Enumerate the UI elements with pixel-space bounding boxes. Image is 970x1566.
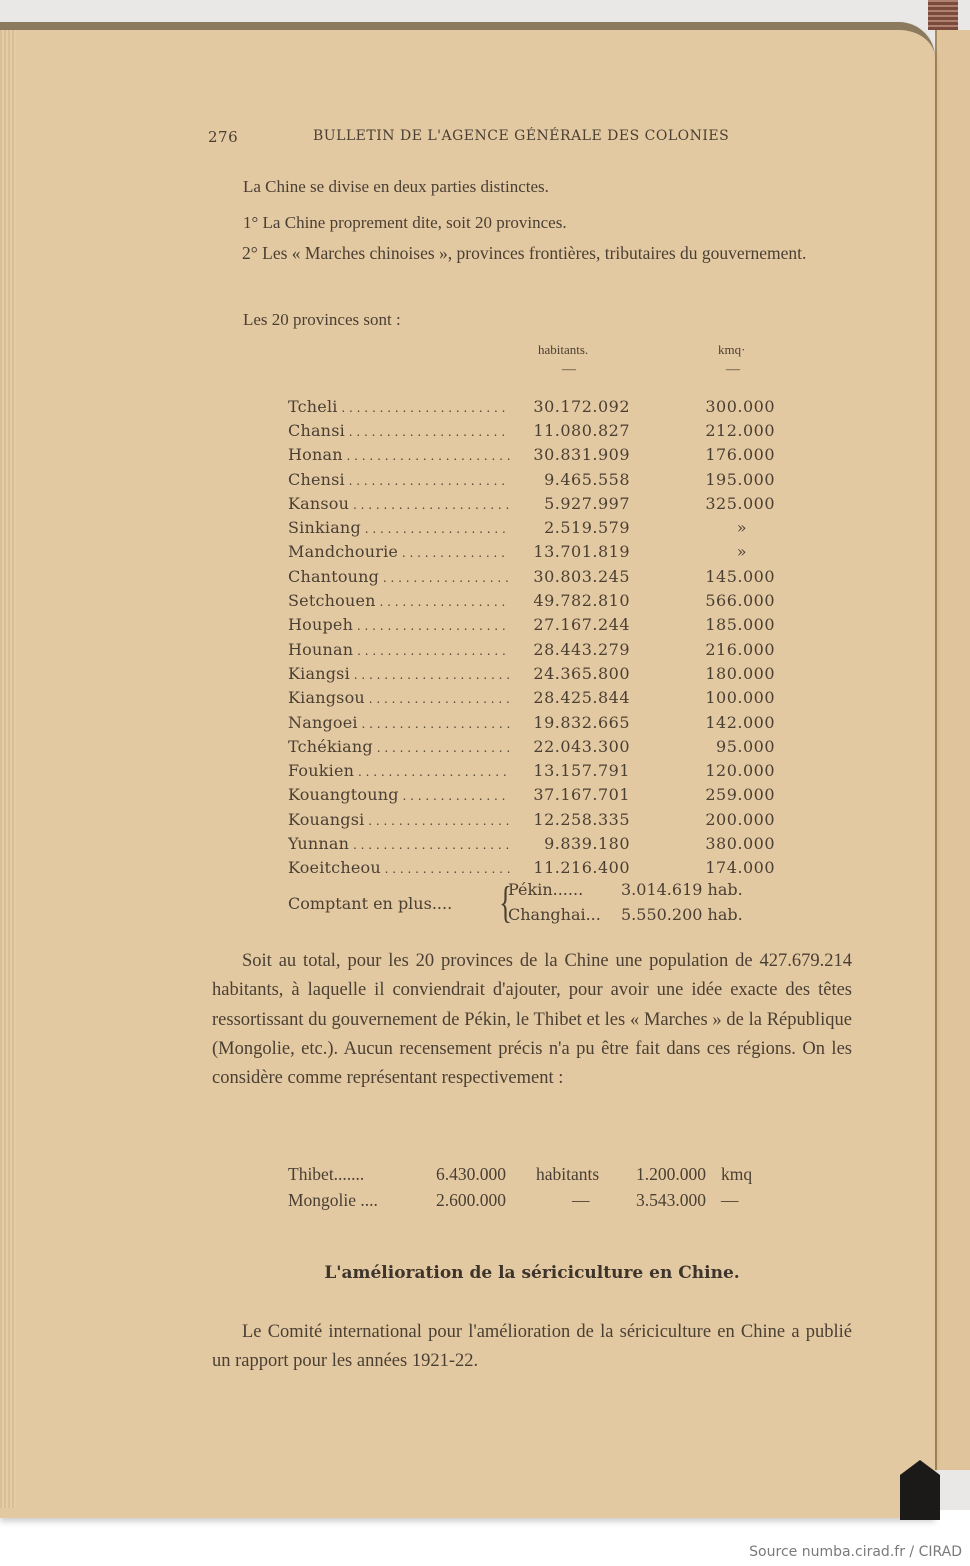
province-habitants: 2.519.579 <box>544 518 630 538</box>
province-name: Kouangtoung . . . <box>288 785 510 804</box>
province-habitants: 11.216.400 <box>533 858 630 878</box>
province-name: Tchékiang . . . <box>288 737 510 756</box>
province-habitants: 5.927.997 <box>544 493 630 513</box>
column-header-kmq: kmq· <box>718 342 746 357</box>
province-name: Koeitcheou . . . <box>288 858 510 877</box>
table-row <box>288 637 788 661</box>
total-paragraph: Soit au total, pour les 20 provinces de la Chine une population de 427.679.214 habitants, à laquelle il conviendrait d'ajouter, pour avoir une idée exacte des têtes ressortissant du gouvernement de Pékin, le Thibet et les « Marches » de la République (Mongolie, etc.). Aucun recensement précis n'a pu être fait dans ces régions. On les considère comme représentant respectivement : <box>212 951 852 1089</box>
province-name: Kiangsi . . . <box>288 664 510 683</box>
province-name: Chensi . . . <box>288 470 510 489</box>
province-name: Hounan . . . <box>288 640 510 659</box>
regions-table <box>288 1161 788 1213</box>
column-dash-habitants: — <box>562 362 576 377</box>
region-habitants: 2.600.000 <box>436 1189 506 1210</box>
province-name: Kouangsi . . . <box>288 810 510 829</box>
intro-line-3: 2° Les « Marches chinoises », provinces frontières, tributaires du gouvernement. <box>242 243 807 263</box>
province-name: Setchouen . . . <box>288 591 510 610</box>
table-row <box>288 831 788 855</box>
province-kmq: » <box>736 518 747 538</box>
province-name: Kiangsou . . . <box>288 688 510 707</box>
province-name: Honan . . . <box>288 445 510 464</box>
table-row <box>288 540 788 564</box>
brace-symbol: { <box>499 878 512 927</box>
source-credit: Source numba.cirad.fr / CIRAD <box>749 1544 962 1560</box>
region-unit-kmq: kmq <box>721 1163 753 1184</box>
province-habitants: 9.839.180 <box>544 833 630 853</box>
province-habitants: 13.157.791 <box>533 761 630 781</box>
province-name: Sinkiang . . . <box>288 518 510 537</box>
city-population: 5.550.200 hab. <box>621 905 743 924</box>
table-row <box>288 613 788 637</box>
province-habitants: 11.080.827 <box>533 420 630 440</box>
city-row-changhai <box>508 905 743 924</box>
province-kmq: 216.000 <box>705 639 775 659</box>
region-kmq: 3.543.000 <box>636 1189 706 1210</box>
region-kmq: 1.200.000 <box>636 1163 706 1184</box>
intro-line-4: Les 20 provinces sont : <box>243 310 401 329</box>
region-unit-habitants: habitants <box>536 1163 600 1184</box>
additional-cities <box>288 880 788 930</box>
province-kmq: 176.000 <box>705 445 775 465</box>
table-row <box>288 515 788 539</box>
table-row <box>288 443 788 467</box>
province-name: Nangoei . . . <box>288 713 510 732</box>
province-name: Houpeh . . . <box>288 615 510 634</box>
table-row <box>288 467 788 491</box>
province-habitants: 30.803.245 <box>533 566 630 586</box>
running-title: BULLETIN DE L'AGENCE GÉNÉRALE DES COLONIES <box>313 128 730 144</box>
province-name: Chantoung . . . <box>288 567 510 586</box>
region-unit-kmq: — <box>721 1189 739 1210</box>
province-habitants: 37.167.701 <box>533 785 630 805</box>
region-name: Mongolie .... <box>288 1189 378 1210</box>
intro-line-1: La Chine se divise en deux parties distinctes. <box>243 177 549 196</box>
province-habitants: 19.832.665 <box>533 712 630 732</box>
column-dash-kmq: — <box>726 362 740 377</box>
province-kmq: 300.000 <box>705 396 775 416</box>
province-kmq: 259.000 <box>705 785 775 805</box>
section-heading: L'amélioration de la sériciculture en Chine. <box>324 1263 740 1283</box>
province-kmq: 566.000 <box>705 591 775 611</box>
province-name: Tcheli . . . <box>288 397 510 416</box>
city-name: Changhai... <box>508 905 601 924</box>
province-kmq: 120.000 <box>705 761 775 781</box>
region-habitants: 6.430.000 <box>436 1163 506 1184</box>
region-name: Thibet....... <box>288 1163 365 1184</box>
running-header <box>208 128 748 146</box>
table-row <box>288 661 788 685</box>
province-kmq: 145.000 <box>705 566 775 586</box>
table-row <box>288 1161 788 1187</box>
province-kmq: 180.000 <box>705 663 775 683</box>
province-kmq: 95.000 <box>716 736 775 756</box>
province-habitants: 30.831.909 <box>533 445 630 465</box>
province-kmq: 185.000 <box>705 615 775 635</box>
province-habitants: 9.465.558 <box>544 469 630 489</box>
province-kmq: 200.000 <box>705 809 775 829</box>
province-habitants: 28.443.279 <box>533 639 630 659</box>
province-kmq: 195.000 <box>705 469 775 489</box>
province-habitants: 12.258.335 <box>533 809 630 829</box>
table-row <box>288 394 788 418</box>
province-kmq: 212.000 <box>705 420 775 440</box>
province-habitants: 30.172.092 <box>533 396 630 416</box>
city-name: Pékin...... <box>508 880 584 899</box>
intro-line-2: 1° La Chine proprement dite, soit 20 provinces. <box>243 213 567 232</box>
city-population: 3.014.619 hab. <box>621 880 743 899</box>
province-habitants: 28.425.844 <box>533 688 630 708</box>
table-row <box>288 1187 788 1213</box>
province-name: Foukien . . . <box>288 761 510 780</box>
table-row <box>288 564 788 588</box>
province-name: Yunnan . . . <box>288 834 510 853</box>
table-row <box>288 686 788 710</box>
province-kmq: 325.000 <box>705 493 775 513</box>
province-name: Chansi . . . <box>288 421 510 440</box>
province-habitants: 22.043.300 <box>533 736 630 756</box>
table-row <box>288 807 788 831</box>
provinces-table <box>288 394 788 880</box>
province-name: Kansou . . . <box>288 494 510 513</box>
province-kmq: 174.000 <box>705 858 775 878</box>
table-row <box>288 758 788 782</box>
province-habitants: 27.167.244 <box>533 615 630 635</box>
region-unit-habitants: — <box>572 1189 590 1210</box>
column-header-habitants: habitants. <box>538 342 589 357</box>
province-habitants: 24.365.800 <box>533 663 630 683</box>
table-row <box>288 588 788 612</box>
province-name: Mandchourie . . . <box>288 542 510 561</box>
table-row <box>288 856 788 880</box>
page-number: 276 <box>208 128 239 146</box>
province-habitants: 49.782.810 <box>533 591 630 611</box>
section-paragraph: Le Comité international pour l'amélioration de la sériciculture en Chine a publié un rapport pour les années 1921-22. <box>212 1322 852 1372</box>
province-kmq: » <box>736 542 747 562</box>
province-kmq: 142.000 <box>705 712 775 732</box>
table-row <box>288 783 788 807</box>
table-row <box>288 734 788 758</box>
table-row <box>288 491 788 515</box>
city-row-pekin <box>508 880 743 899</box>
province-kmq: 380.000 <box>705 833 775 853</box>
additional-label: Comptant en plus.... <box>288 894 453 913</box>
table-row <box>288 418 788 442</box>
province-habitants: 13.701.819 <box>533 542 630 562</box>
table-row <box>288 710 788 734</box>
province-kmq: 100.000 <box>705 688 775 708</box>
